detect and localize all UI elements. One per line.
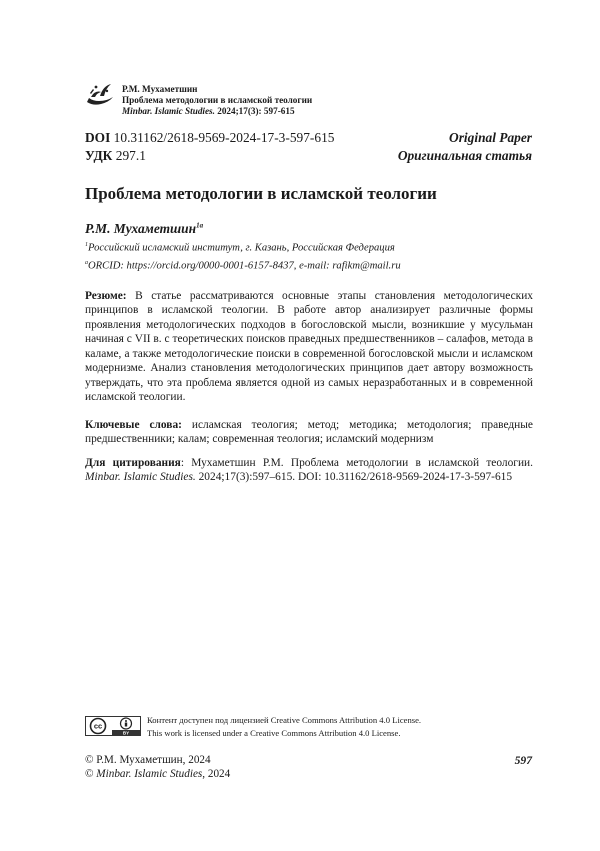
running-header-journal-name: Minbar. Islamic Studies. [122, 106, 215, 117]
running-header-journal [122, 106, 312, 117]
running-header [122, 84, 312, 118]
copyright-block [85, 754, 230, 781]
affiliation-line [85, 238, 401, 256]
abstract-text: В статье рассматриваются основные этапы становления методологических принципов в исламской теологии. В работе автор анализирует различные формы проявления методологических подходов в богословской мысли, возникшие у мусульман начиная с VII в. с теоретических поисков праведных предшественников – салафов, метода в каламе, а также методологические поиски в современной богословской мысли и исламском модернизме. Анализ становления методологических принципов дает автору возможность утверждать, что эта проблема является одной из самых неразработанных и в современной исламской теологии. [85, 290, 533, 404]
license-line-ru: Контент доступен под лицензией Creative Commons Attribution 4.0 License. [147, 715, 422, 725]
citation-text-post: 2024;17(3):597–615. DOI: 10.31162/2618-9569-2024-17-3-597-615 [198, 471, 513, 484]
running-header-title: Проблема методологии в исламской теологии [122, 95, 313, 106]
paper-type [398, 129, 532, 165]
doi-line [85, 129, 334, 147]
affiliation-superscript: 1 [85, 242, 88, 248]
running-header-author: Р.М. Мухаметшин [122, 84, 198, 94]
article-author [85, 221, 203, 237]
udk-label: УДК [85, 148, 113, 163]
orcid-superscript: a [85, 260, 88, 267]
citation-journal: Minbar. Islamic Studies. [85, 471, 196, 484]
udk-value: 297.1 [115, 148, 146, 163]
author-superscript: 1a [196, 221, 204, 230]
cc-icon-label: cc [93, 721, 103, 731]
keywords-label: Ключевые слова: [85, 419, 182, 431]
copyright-author: © Р.М. Мухаметшин, 2024 [85, 754, 211, 766]
doi-label: DOI [85, 130, 111, 145]
license-line-en: This work is licensed under a Creative Commons Attribution 4.0 License. [147, 728, 401, 739]
orcid-line [85, 256, 401, 274]
citation-text-pre: : Мухаметшин Р.М. Проблема методологии в исламской теологии. [180, 457, 533, 469]
keywords [85, 418, 533, 447]
paper-type-ru: Оригинальная статья [397, 148, 532, 163]
copyright-journal [85, 768, 230, 782]
orcid-text[interactable]: ORCID: https://orcid.org/0000-0001-6157-8437, e-mail: rafikm@mail.ru [88, 260, 401, 272]
abstract-label: Резюме: [85, 290, 127, 302]
article-title: Проблема методологии в исламской теологии [85, 184, 437, 203]
copyright-symbol: © [85, 767, 94, 780]
paper-type-en: Original Paper [449, 130, 532, 145]
article-identifiers [85, 129, 334, 165]
cc-by-badge[interactable] [85, 716, 141, 736]
abstract [85, 289, 533, 405]
keywords-text: исламская теология; метод; методика; методология; праведные предшественники; калам; современная теология; исламский модернизм [85, 419, 533, 446]
page-number: 597 [514, 754, 532, 767]
copyright-journal-name: Minbar. Islamic Studies [96, 767, 203, 780]
copyright-year: , 2024 [202, 767, 231, 780]
affiliation-text: Российский исламский институт, г. Казань, Российская Федерация [88, 242, 395, 254]
license-text [147, 714, 421, 741]
affiliations [85, 238, 401, 274]
citation [85, 456, 533, 485]
running-header-issue: 2024;17(3): 597-615 [217, 106, 295, 117]
author-name: Р.М. Мухаметшин [85, 221, 197, 236]
udk-line [85, 147, 334, 165]
by-label: BY [122, 730, 130, 736]
citation-label: Для цитирования [85, 457, 181, 469]
journal-logo [85, 78, 115, 108]
doi-value[interactable]: 10.31162/2618-9569-2024-17-3-597-615 [113, 130, 335, 145]
